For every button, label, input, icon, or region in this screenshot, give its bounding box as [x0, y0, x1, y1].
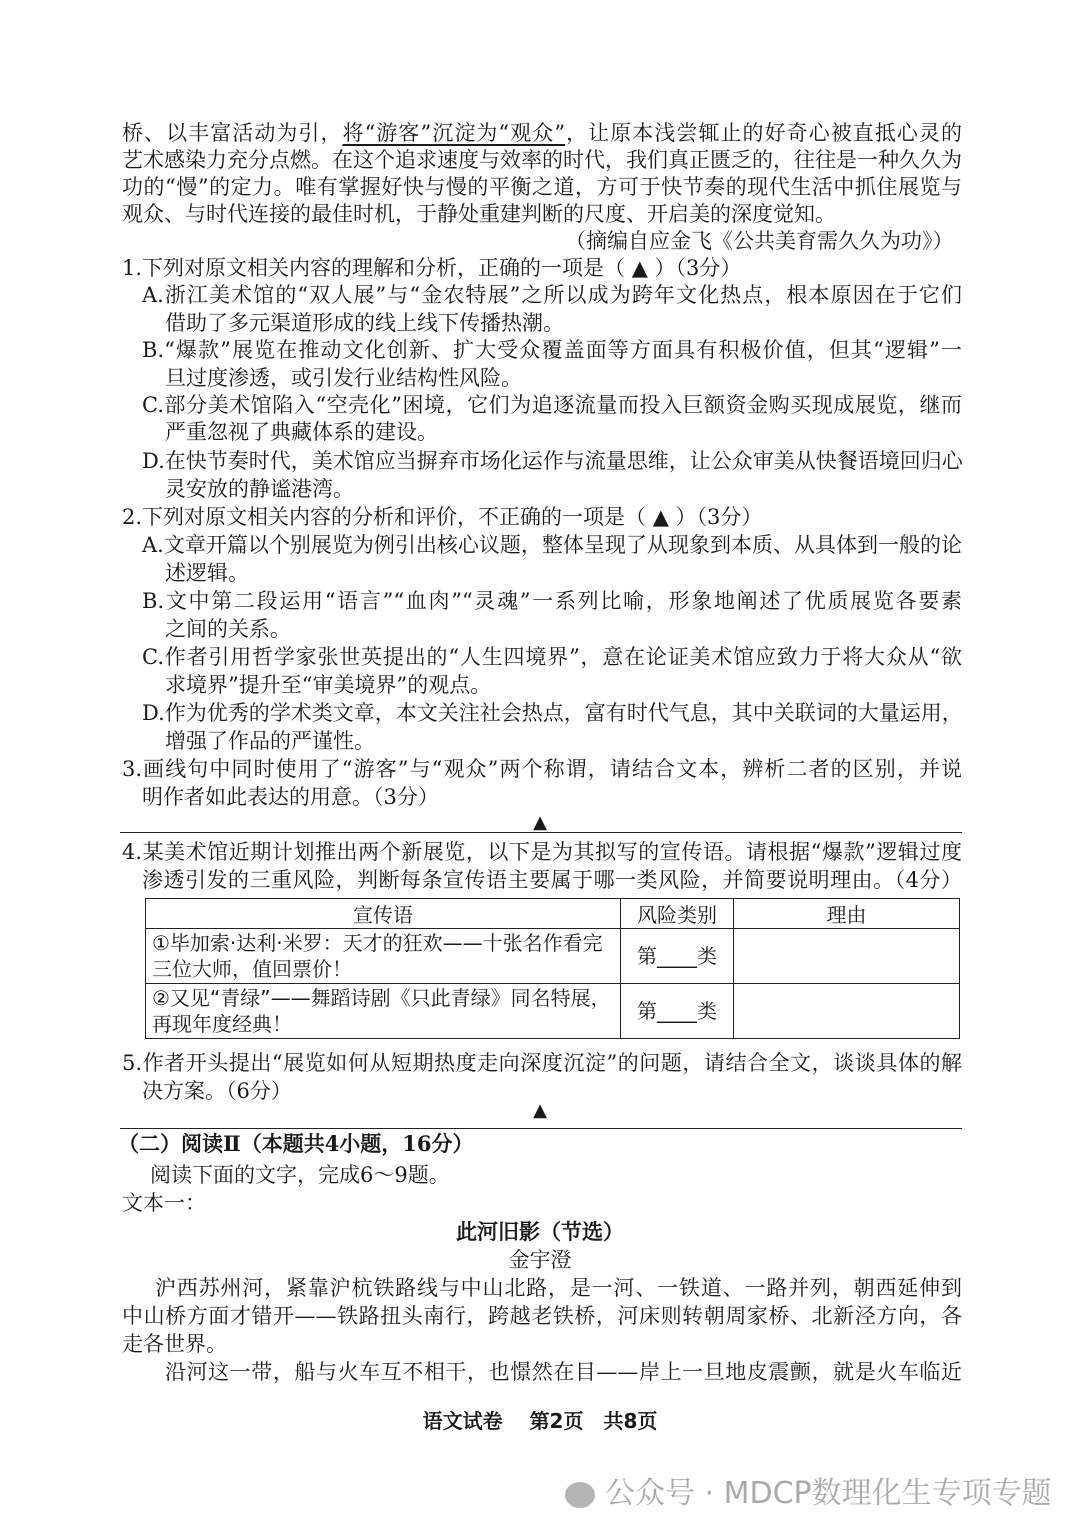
section-heading: （二）阅读Ⅱ（本题共4小题，16分）	[118, 1131, 474, 1156]
question-3: 3.画线句中同时使用了“游客”与“观众”两个称谓，请结合文本，辨析二者的区别，并说	[122, 757, 962, 781]
reason-cell[interactable]	[734, 984, 960, 1039]
q1-option-c-cont: 严重忽视了典藏体系的建设。	[165, 420, 438, 444]
q2-option-c: C.作者引用哲学家张世英提出的“人生四境界”，意在论证美术馆应致力于将大众从“欲	[142, 645, 962, 669]
risk-category-cell[interactable]: 第____类	[621, 929, 734, 984]
table-row	[146, 984, 960, 1039]
q2-option-b: B.文中第二段运用“语言”“血肉”“灵魂”一系列比喻，形象地阐述了优质展览各要素	[142, 589, 962, 613]
question-5-cont: 决方案。（6分）	[142, 1079, 292, 1103]
watermark	[565, 1468, 1052, 1512]
article-paragraph-line: 走各世界。	[122, 1332, 227, 1356]
q2-option-a: A.文章开篇以个别展览为例引出核心议题，整体呈现了从现象到本质、从具体到一般的论	[142, 533, 962, 557]
passage-line	[122, 119, 962, 147]
q1-option-b: B.“爆款”展览在推动文化创新、扩大受众覆盖面等方面具有积极价值，但其“逻辑”一	[142, 338, 962, 362]
question-1-stem: 1.下列对原文相关内容的理解和分析，正确的一项是（ ▲ ）（3分）	[122, 256, 742, 280]
slogan-cell: ①毕加索·达利·米罗：天才的狂欢——十张名作看完三位大师，值回票价！	[146, 929, 621, 984]
wechat-icon	[565, 1482, 595, 1508]
q2-option-d: D.作为优秀的学术类文章，本文关注社会热点，富有时代气息，其中关联词的大量运用，	[142, 701, 963, 725]
article-paragraph-line: 沪西苏州河，紧靠沪杭铁路线与中山北路，是一河、一铁道、一路并列，朝西延伸到	[155, 1276, 962, 1300]
q1-option-d: D.在快节奏时代，美术馆应当摒弃市场化运作与流量思维，让公众审美从快餐语境回归心	[142, 449, 963, 473]
q1-option-a-cont: 借助了多元渠道形成的线上线下传播热潮。	[165, 311, 564, 335]
underlined-sentence: 将“游客”沉淀为“观众”	[342, 121, 566, 145]
passage-line: 观众、与时代连接的最佳时机，于静处重建判断的尺度、开启美的深度觉知。	[122, 202, 836, 226]
column-header: 宣传语	[146, 899, 621, 929]
passage-line: 功的“慢”的定力。唯有掌握好快与慢的平衡之道，方可于快节奏的现代生活中抓住展览与	[122, 175, 962, 199]
q1-option-a: A.浙江美术馆的“双人展”与“金农特展”之所以成为跨年文化热点，根本原因在于它们	[142, 283, 962, 307]
q2-option-a-cont: 述逻辑。	[165, 561, 249, 585]
citation: （摘编自应金飞《公共美育需久久为功》）	[565, 229, 954, 253]
answer-mark-triangle: ▲	[533, 812, 547, 833]
question-5: 5.作者开头提出“展览如何从短期热度走向深度沉淀”的问题，请结合全文，谈谈具体的解	[122, 1051, 962, 1075]
answer-line	[120, 832, 962, 833]
article-author: 金宇澄	[508, 1248, 572, 1272]
article-paragraph-line: 沿河这一带，船与火车互不相干，也憬然在目——岸上一旦地皮震颤，就是火车临近	[165, 1360, 962, 1384]
question-2-stem: 2.下列对原文相关内容的分析和评价，不正确的一项是（ ▲ ）（3分）	[122, 505, 763, 529]
question-3-cont: 明作者如此表达的用意。（3分）	[142, 785, 439, 809]
question-4-cont: 渗透引发的三重风险，判断每条宣传语主要属于哪一类风险，并简要说明理由。（4分）	[142, 868, 962, 892]
slogan-cell: ②又见“青绿”——舞蹈诗剧《只此青绿》同名特展，再现年度经典！	[146, 984, 621, 1039]
passage-text: 桥、以丰富活动为引，	[122, 121, 343, 145]
reason-cell[interactable]	[734, 929, 960, 984]
q2-option-c-cont: 求境界”提升至“审美境界”的观点。	[165, 673, 492, 697]
article-title: 此河旧影（节选）	[456, 1219, 624, 1244]
text-label: 文本一：	[122, 1191, 206, 1215]
q2-option-b-cont: 之间的关系。	[165, 617, 291, 641]
article-paragraph-line: 中山桥方面才错开——铁路扭头南行，跨越老铁桥，河床则转朝周家桥、北新泾方向，各	[122, 1304, 962, 1328]
q2-option-d-cont: 增强了作品的严谨性。	[165, 729, 375, 753]
section-instruction: 阅读下面的文字，完成6～9题。	[150, 1163, 450, 1187]
answer-line	[120, 1128, 962, 1129]
column-header: 风险类别	[621, 899, 734, 929]
passage-text: ，让原本浅尝辄止的好奇心被直抵心灵的	[565, 121, 963, 145]
answer-mark-triangle: ▲	[533, 1100, 547, 1121]
page-footer: 语文试卷 第2页 共8页	[422, 1409, 658, 1433]
risk-category-cell[interactable]: 第____类	[621, 984, 734, 1039]
q1-option-c: C.部分美术馆陷入“空壳化”困境，它们为追逐流量而投入巨额资金购买现成展览，继而	[142, 393, 962, 417]
passage-line: 艺术感染力充分点燃。在这个追求速度与效率的时代，我们真正匮乏的，往往是一种久久为	[122, 148, 962, 172]
q1-option-d-cont: 灵安放的静谧港湾。	[165, 477, 354, 501]
slogan-table	[145, 898, 960, 1039]
q1-option-b-cont: 旦过度渗透，或引发行业结构性风险。	[165, 366, 522, 390]
watermark-text: 公众号 · MDCP数理化生专项专题	[605, 1476, 1052, 1511]
column-header: 理由	[734, 899, 960, 929]
question-4: 4.某美术馆近期计划推出两个新展览，以下是为其拟写的宣传语。请根据“爆款”逻辑过度	[122, 840, 962, 864]
table-header	[146, 899, 960, 929]
table-row	[146, 929, 960, 984]
